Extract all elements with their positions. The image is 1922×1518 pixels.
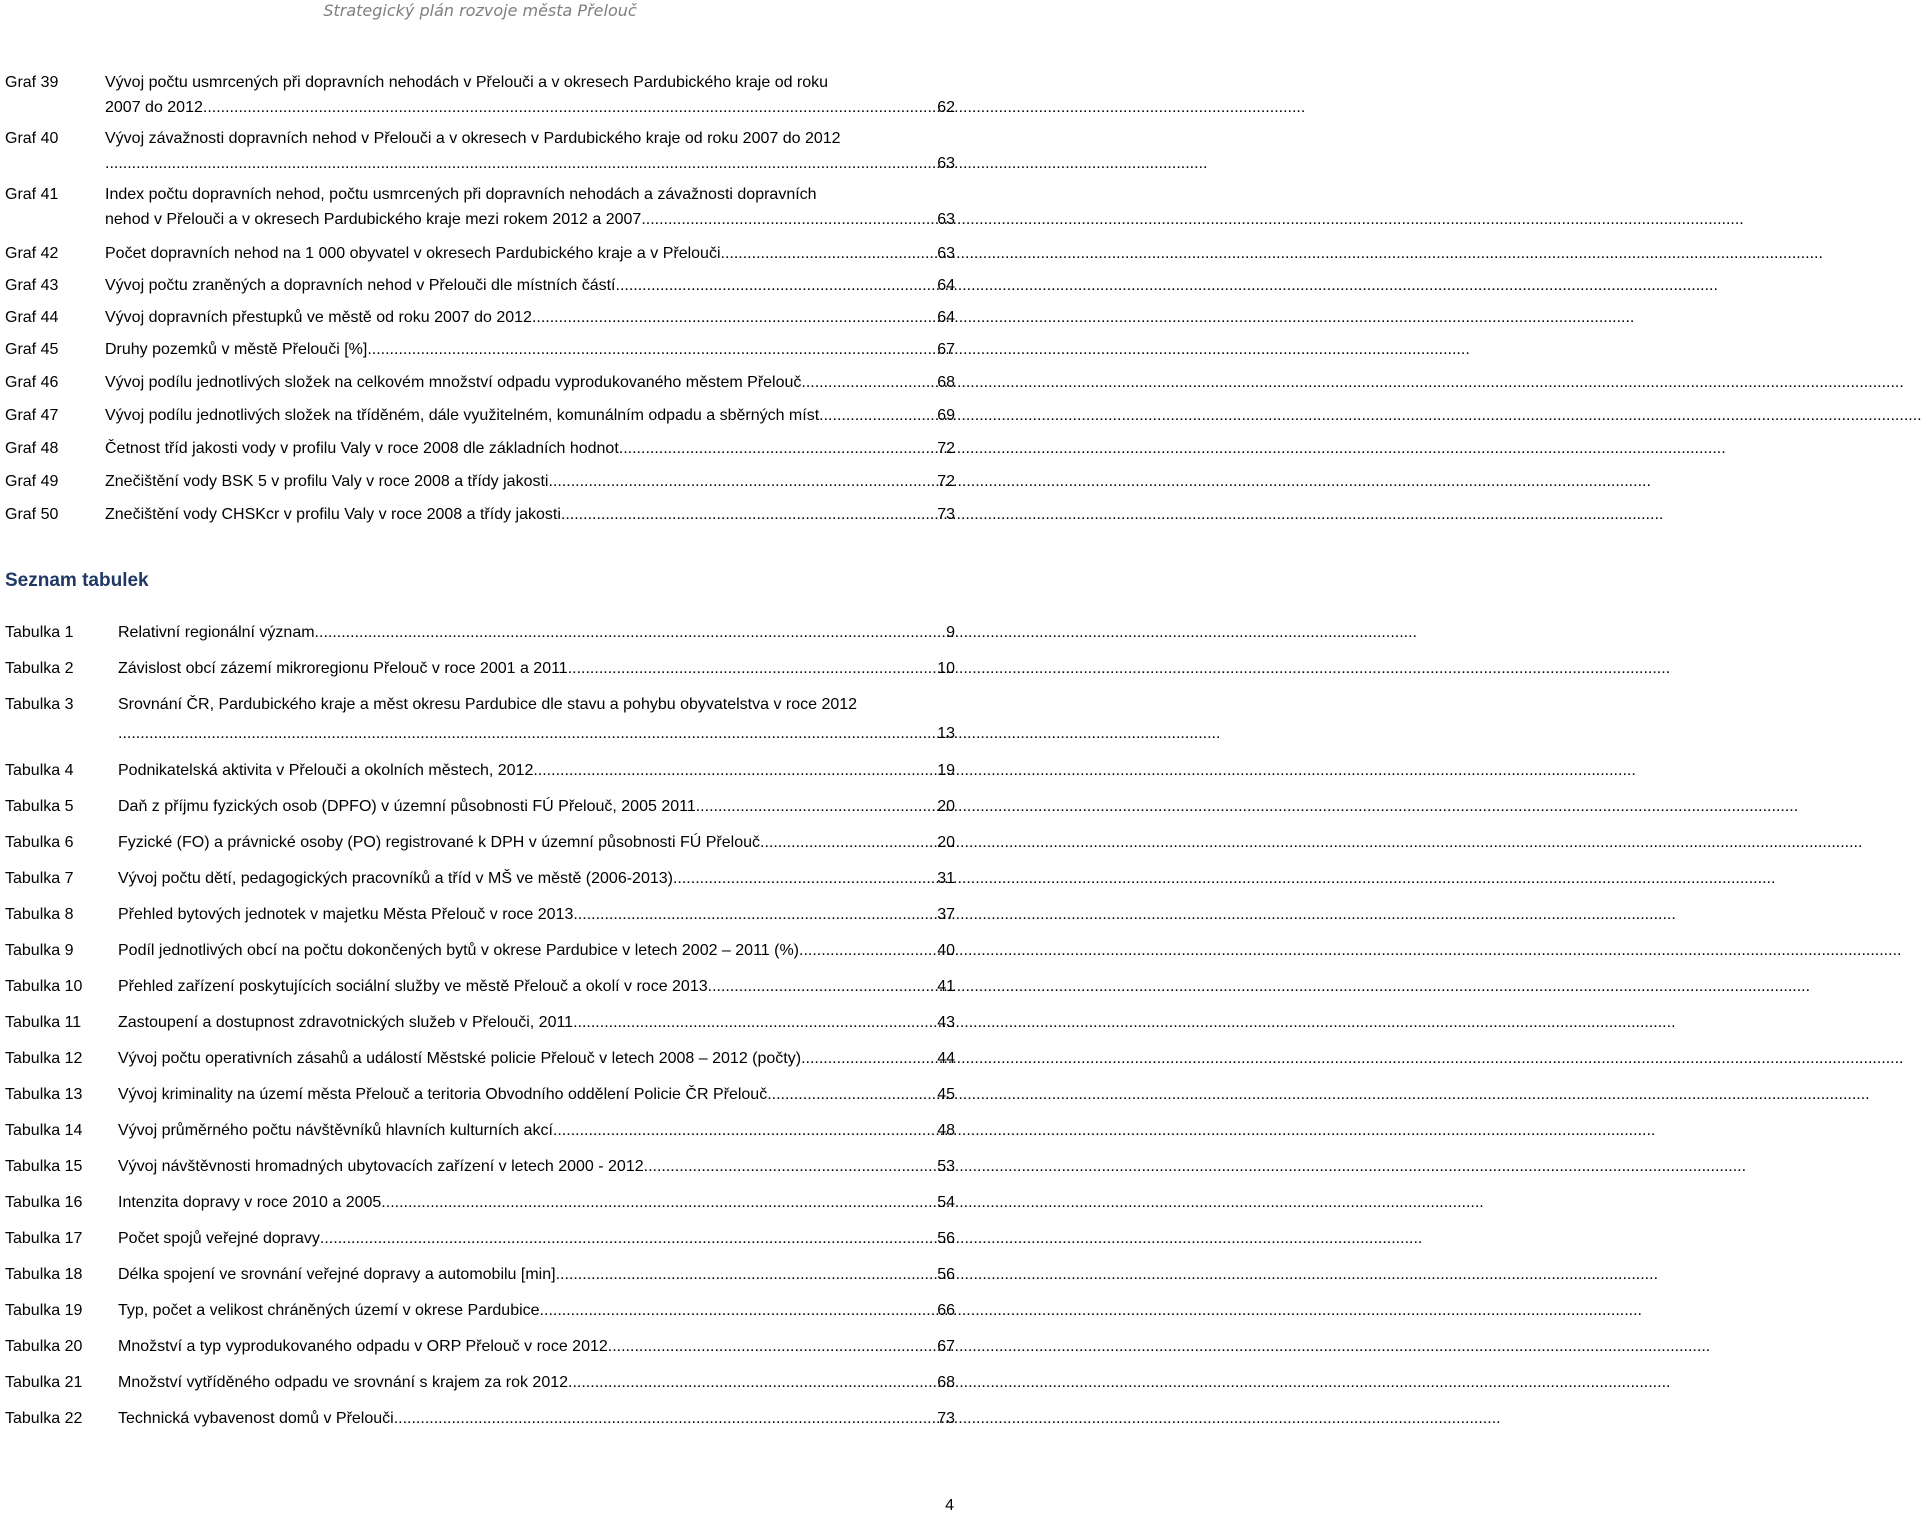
entry-title: Relativní regionální význam — [118, 624, 315, 641]
toc-entry[interactable] — [5, 974, 955, 999]
entry-label: Tabulka 16 — [5, 1194, 83, 1211]
entry-label: Tabulka 10 — [5, 978, 83, 995]
entry-label: Graf 42 — [5, 245, 59, 262]
entry-title-line: Vývoj závažnosti dopravních nehod v Přelouči a v okresech v Pardubického kraje od roku 2007 do 2012 — [105, 130, 841, 147]
entry-label: Tabulka 12 — [5, 1050, 83, 1067]
entry-label: Tabulka 7 — [5, 870, 74, 887]
page-number: 67 — [937, 1338, 955, 1355]
page-footer-number: 4 — [945, 1497, 954, 1514]
dot-leader — [561, 502, 935, 527]
dot-leader — [708, 974, 936, 999]
page-number: 20 — [937, 798, 955, 815]
dot-leader — [398, 1406, 935, 1431]
page-number: 54 — [937, 1194, 955, 1211]
toc-entry[interactable] — [5, 182, 955, 232]
entry-title: Typ, počet a velikost chráněných území v okrese Pardubice — [118, 1302, 540, 1319]
entry-label: Tabulka 9 — [5, 942, 74, 959]
entry-label: Graf 46 — [5, 374, 59, 391]
dot-leader — [819, 403, 935, 428]
entry-label: Tabulka 17 — [5, 1230, 83, 1247]
entry-title: Počet dopravních nehod na 1 000 obyvatel v okresech Pardubického kraje a v Přelouči — [105, 245, 721, 262]
dot-leader — [608, 1334, 935, 1359]
dot-leader — [673, 866, 935, 891]
entry-label: Graf 45 — [5, 341, 59, 358]
page-number: 53 — [937, 1158, 955, 1175]
dot-leader — [801, 1046, 935, 1071]
dot-leader — [644, 1154, 936, 1179]
page-number: 37 — [937, 906, 955, 923]
entry-title: Fyzické (FO) a právnické osoby (PO) registrované k DPH v územní působnosti FÚ Přelouč — [118, 834, 760, 851]
page-number: 43 — [937, 1014, 955, 1031]
entry-label: Graf 43 — [5, 277, 59, 294]
entry-title: Délka spojení ve srovnání veřejné dopravy a automobilu [min] — [118, 1266, 556, 1283]
entry-label: Graf 39 — [5, 74, 59, 91]
dot-leader — [367, 337, 935, 362]
dot-leader — [641, 207, 935, 232]
page-number: 19 — [937, 762, 955, 779]
dot-leader — [556, 1262, 936, 1287]
entry-label: Tabulka 19 — [5, 1302, 83, 1319]
toc-entry[interactable] — [5, 1298, 955, 1323]
page-number: 66 — [937, 1302, 955, 1319]
dot-leader — [548, 469, 935, 494]
entry-label: Tabulka 14 — [5, 1122, 83, 1139]
entry-label: Graf 40 — [5, 130, 59, 147]
entry-title-line: Srovnání ČR, Pardubického kraje a měst okresu Pardubice dle stavu a pohybu obyvatelstva v roce 2012 — [118, 696, 858, 713]
toc-entry[interactable] — [5, 1334, 955, 1359]
page-number: 72 — [937, 473, 955, 490]
entry-title: Daň z příjmu fyzických osob (DPFO) v územní působnosti FÚ Přelouč, 2005 2011 — [118, 798, 696, 815]
page-number: 73 — [937, 1410, 955, 1427]
entry-label: Tabulka 2 — [5, 660, 74, 677]
page-number: 72 — [937, 440, 955, 457]
toc-entry[interactable] — [5, 370, 955, 395]
entry-title: Závislost obcí zázemí mikroregionu Přelouč v roce 2001 a 2011 — [118, 660, 568, 677]
toc-entry[interactable] — [5, 1082, 955, 1107]
entry-label: Tabulka 5 — [5, 798, 74, 815]
entry-title: Podnikatelská aktivita v Přelouči a okolních městech, 2012 — [118, 762, 534, 779]
dot-leader — [799, 938, 935, 963]
toc-entry[interactable] — [5, 1226, 955, 1251]
entry-title: Zastoupení a dostupnost zdravotnických služeb v Přelouči, 2011 — [118, 1014, 574, 1031]
dot-leader — [568, 1370, 935, 1395]
entry-title: Počet spojů veřejné dopravy — [118, 1230, 320, 1247]
page-number: 45 — [937, 1086, 955, 1103]
toc-entry[interactable] — [5, 1370, 955, 1395]
dot-leader — [568, 656, 936, 681]
page-number: 63 — [937, 155, 955, 172]
entry-title: Vývoj podílu jednotlivých složek na celkovém množství odpadu vyprodukovaného městem Přelouč — [105, 374, 802, 391]
page-number: 10 — [937, 660, 955, 677]
dot-leader — [203, 95, 935, 120]
entry-title: Množství a typ vyprodukovaného odpadu v ORP Přelouč v roce 2012 — [118, 1338, 608, 1355]
entry-title: nehod v Přelouči a v okresech Pardubického kraje mezi rokem 2012 a 2007 — [105, 211, 642, 228]
entry-title: Vývoj počtu operativních zásahů a událostí Městské policie Přelouč v letech 2008 – 2012 (počty) — [118, 1050, 802, 1067]
toc-entry[interactable] — [5, 1046, 955, 1071]
entry-label: Tabulka 22 — [5, 1410, 83, 1427]
dot-leader — [320, 1226, 935, 1251]
entry-label: Tabulka 3 — [5, 696, 74, 713]
toc-entry[interactable] — [5, 1010, 955, 1035]
page-number: 67 — [937, 341, 955, 358]
page-number: 68 — [937, 374, 955, 391]
entry-label: Graf 44 — [5, 309, 59, 326]
entry-title: Množství vytříděného odpadu ve srovnání s krajem za rok 2012 — [118, 1374, 569, 1391]
dot-leader — [105, 151, 935, 176]
entry-label: Tabulka 8 — [5, 906, 74, 923]
dot-leader — [381, 1190, 935, 1215]
toc-entry[interactable] — [5, 938, 955, 963]
toc-entry[interactable] — [5, 902, 955, 927]
dot-leader — [721, 241, 936, 266]
entry-title-line: Index počtu dopravních nehod, počtu usmrcených při dopravních nehodách a závažnosti dopravních — [105, 186, 817, 203]
entry-label: Graf 48 — [5, 440, 59, 457]
page-number: 62 — [937, 99, 955, 116]
dot-leader — [696, 794, 935, 819]
entry-title-line: Vývoj počtu usmrcených při dopravních nehodách v Přelouči a v okresech Pardubického kraje od roku — [105, 74, 829, 91]
page-number: 13 — [937, 725, 955, 742]
dot-leader — [623, 436, 935, 461]
toc-entry[interactable] — [5, 1118, 955, 1143]
entry-label: Tabulka 4 — [5, 762, 74, 779]
entry-title: Druhy pozemků v městě Přelouči [%] — [105, 341, 368, 358]
toc-entry[interactable] — [5, 436, 955, 461]
entry-title: Vývoj průměrného počtu návštěvníků hlavních kulturních akcí — [118, 1122, 553, 1139]
dot-leader — [532, 305, 935, 330]
page-number: 63 — [937, 245, 955, 262]
dot-leader — [573, 902, 935, 927]
entry-title: Přehled zařízení poskytujících sociální služby ve městě Přelouč a okolí v roce 2013 — [118, 978, 708, 995]
dot-leader — [553, 1118, 935, 1143]
entry-label: Graf 49 — [5, 473, 59, 490]
dot-leader — [760, 830, 935, 855]
entry-title: Přehled bytových jednotek v majetku Města Přelouč v roce 2013 — [118, 906, 574, 923]
toc-entry[interactable] — [5, 620, 955, 645]
running-header: Strategický plán rozvoje města Přelouč — [323, 1, 637, 20]
toc-entry[interactable] — [5, 403, 955, 428]
toc-entry[interactable] — [5, 866, 955, 891]
page-number: 56 — [937, 1230, 955, 1247]
page-number: 64 — [937, 309, 955, 326]
toc-entry[interactable] — [5, 794, 955, 819]
page-number: 48 — [937, 1122, 955, 1139]
dot-leader — [540, 1298, 936, 1323]
page-number: 44 — [937, 1050, 955, 1067]
page-number: 56 — [937, 1266, 955, 1283]
entry-label: Tabulka 18 — [5, 1266, 83, 1283]
toc-entry[interactable] — [5, 1262, 955, 1287]
entry-label: Tabulka 13 — [5, 1086, 83, 1103]
page-number: 20 — [937, 834, 955, 851]
entry-label: Graf 50 — [5, 506, 59, 523]
entry-label: Tabulka 20 — [5, 1338, 83, 1355]
page-number: 73 — [937, 506, 955, 523]
entry-title: Četnost tříd jakosti vody v profilu Valy v roce 2008 dle základních hodnot. — [105, 440, 624, 457]
entry-label: Tabulka 6 — [5, 834, 74, 851]
dot-leader — [118, 721, 935, 746]
page-number: 63 — [937, 211, 955, 228]
dot-leader — [767, 1082, 935, 1107]
toc-entry[interactable] — [5, 1190, 955, 1215]
toc-entry[interactable] — [5, 692, 955, 746]
toc-entry[interactable] — [5, 656, 955, 681]
dot-leader — [616, 273, 936, 298]
dot-leader — [533, 758, 935, 783]
entry-label: Tabulka 15 — [5, 1158, 83, 1175]
page-number: 68 — [937, 1374, 955, 1391]
entry-title: Vývoj počtu zraněných a dopravních nehod v Přelouči dle místních částí — [105, 277, 616, 294]
toc-entry[interactable] — [5, 758, 955, 783]
section-heading: Seznam tabulek — [5, 570, 149, 591]
entry-title: Znečištění vody CHSKcr v profilu Valy v roce 2008 a třídy jakosti — [105, 506, 561, 523]
entry-title: Vývoj dopravních přestupků ve městě od roku 2007 do 2012 — [105, 309, 532, 326]
entry-title: Vývoj návštěvnosti hromadných ubytovacích zařízení v letech 2000 - 2012 — [118, 1158, 644, 1175]
page-number: 64 — [937, 277, 955, 294]
page-number: 69 — [937, 407, 955, 424]
toc-entry[interactable] — [5, 830, 955, 855]
entry-title: Vývoj kriminality na území města Přelouč a teritoria Obvodního oddělení Policie ČR Přelouč — [118, 1086, 768, 1103]
entry-label: Tabulka 11 — [5, 1014, 82, 1031]
entry-title: Vývoj počtu dětí, pedagogických pracovníků a tříd v MŠ ve městě (2006-2013) — [118, 870, 673, 887]
dot-leader — [801, 370, 935, 395]
dot-leader — [573, 1010, 935, 1035]
entry-label: Graf 47 — [5, 407, 59, 424]
toc-entry[interactable] — [5, 70, 955, 120]
toc-entry[interactable] — [5, 273, 955, 298]
entry-label: Tabulka 21 — [5, 1374, 83, 1391]
toc-entry[interactable] — [5, 241, 955, 266]
dot-leader — [315, 620, 945, 645]
toc-entry[interactable] — [5, 305, 955, 330]
toc-entry[interactable] — [5, 1154, 955, 1179]
page-number: 9 — [946, 624, 955, 641]
toc-entry[interactable] — [5, 469, 955, 494]
entry-label: Graf 41 — [5, 186, 59, 203]
entry-title: Podíl jednotlivých obcí na počtu dokončených bytů v okrese Pardubice v letech 2002 – 2011 (%) — [118, 942, 800, 959]
toc-entry[interactable] — [5, 502, 955, 527]
toc-entry[interactable] — [5, 1406, 955, 1431]
entry-title: Vývoj podílu jednotlivých složek na tříděném, dále využitelném, komunálním odpadu a sběrných míst — [105, 407, 820, 424]
page-number: 40 — [937, 942, 955, 959]
page-number: 41 — [937, 978, 955, 995]
entry-title: Znečištění vody BSK 5 v profilu Valy v roce 2008 a třídy jakosti — [105, 473, 549, 490]
toc-entry[interactable] — [5, 337, 955, 362]
toc-entry[interactable] — [5, 126, 955, 176]
entry-label: Tabulka 1 — [5, 624, 74, 641]
entry-title: 2007 do 2012 — [105, 99, 203, 116]
page-number: 31 — [937, 870, 955, 887]
entry-title: Intenzita dopravy v roce 2010 a 2005 — [118, 1194, 382, 1211]
entry-title: Technická vybavenost domů v Přelouči. — [118, 1410, 399, 1427]
